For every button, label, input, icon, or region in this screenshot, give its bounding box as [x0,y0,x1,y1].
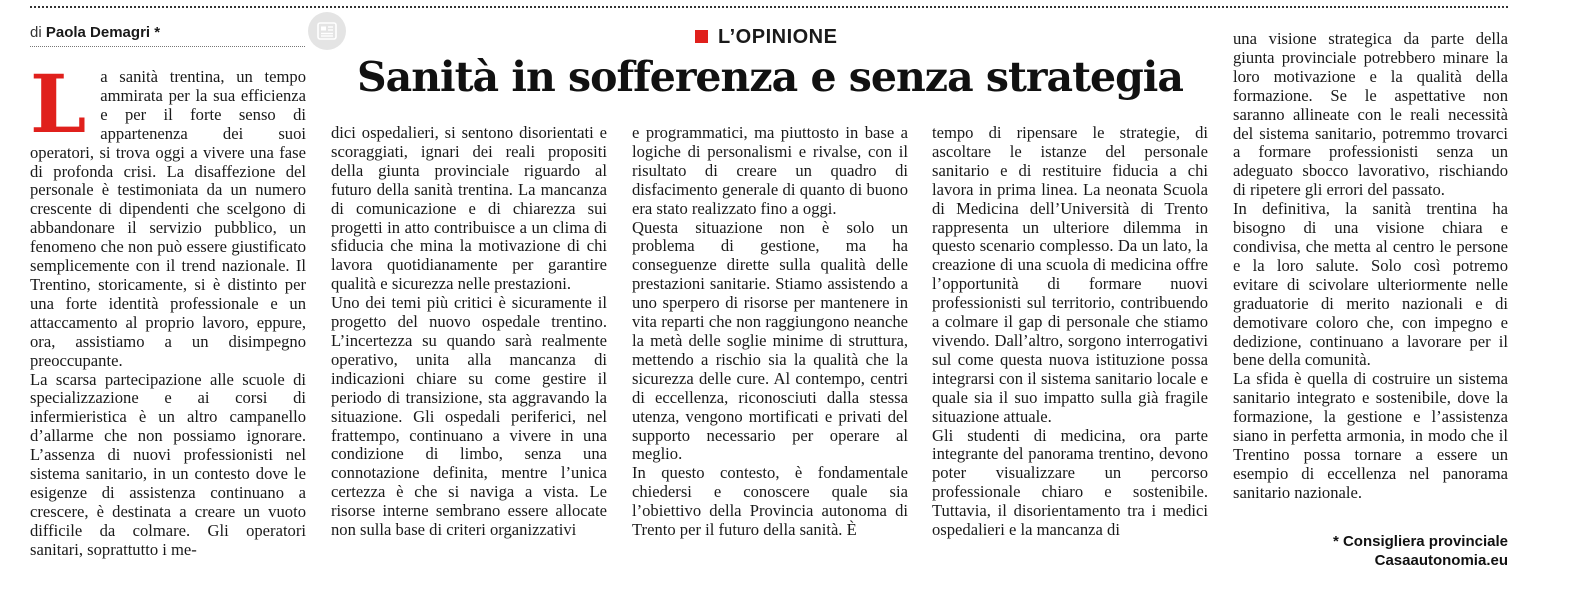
kicker-label: L’OPINIONE [718,26,838,48]
byline-author: Paola Demagri * [45,24,161,41]
column-3-text [632,124,908,540]
paragraph: In questo contesto, è fondamentale chiedersi e conoscere quale sia l’obiettivo della Provincia autonoma di Trento per il futuro della sanità. È [632,463,908,540]
signature-site: Casaautonomia.eu [1374,552,1508,569]
article-column-3 [632,124,908,574]
paragraph: dici ospedalieri, si sentono disorientati e scoraggiati, ignari dei reali propositi della giunta provinciale riguardo al futuro della sanità trentina. La mancanza di comunicazione e di chiarezza sui progetti in atto contribuisce a un clima di sfiducia che mina la motivazione di chi lavora quotidianamente per garantire qualità e sicurezza nelle prestazioni. [331,124,607,294]
column-4-text [932,124,1208,540]
article-column-5 [1233,30,1508,540]
signature-role: * Consigliera provinciale [1332,533,1508,550]
article-column-2 [331,124,607,574]
author-signature [1333,532,1508,570]
paragraph: a sanità trentina, un tempo ammirata per la sua efficienza e per il forte senso di appartenenza dei suoi operatori, si trova oggi a vivere una fase di profonda crisi. La disaffezione del personale è testimoniata da un numero crescente di dipendenti che scelgono di abbandonare il servizio pubblico, un fenomeno che non può essere giustificato semplicemente con il trend nazionale. Il Trentino, storicamente, si è distinto per una forte identità professionale e un attaccamento al proprio lavoro, eppure, ora, assistiamo a un disimpegno preoccupante. [30,68,306,370]
byline-prefix: di [30,24,42,41]
article-icon [308,12,346,50]
article-column-4 [932,124,1208,574]
section-kicker [695,26,837,49]
paragraph: Questa situazione non è solo un problema di gestione, ma ha conseguenze dirette sulla qualità delle prestazioni sanitarie. Stiamo assistendo a uno sperpero di risorse per mantenere in vita reparti che non raggiungono neanche la metà delle soglie minime di struttura, mettendo a rischio sia la qualità che la sicurezza delle cure. Al contempo, centri di eccellenza, riconosciuti dalla stessa utenza, vengono mortificati e privati del supporto necessario per operare al meglio. [632,217,908,464]
top-dotted-rule [30,6,1508,8]
paragraph: La sfida è quella di costruire un sistema sanitario integrato e sostenibile, dove la formazione, la gestione e l’assistenza siano in perfetta armonia, in modo che il Trentino possa tornare a essere un esempio di eccellenza nel panorama sanitario nazionale. [1233,369,1508,502]
headline: Sanità in sofferenza e senza strategia [357,53,1183,101]
paragraph: una visione strategica da parte della giunta provinciale potrebbero minare la loro motivazione e la qualità della formazione. Se le aspettative non saranno allineate con le reali necessità del sistema sanitario, potremmo trovarci a formare professionisti senza un adeguato sbocco lavorativo, rischiando di ripetere gli errori del passato. [1233,30,1508,200]
paragraph: Uno dei temi più critici è sicuramente il progetto del nuovo ospedale trentino. L’incertezza su quando sarà realmente operativo, unita alla mancanza di indicazioni chiare su come gestire il periodo di transizione, sta aggravando la situazione. Gli ospedali periferici, nel frattempo, continuano a vivere in una condizione di limbo, senza una connotazione definita, mentre l’unica certezza è che si naviga a vista. Le risorse interne sembrano essere allocate non sulla base di criteri organizzativi [331,293,607,540]
paragraph: La scarsa partecipazione alle scuole di specializzazione e ai corsi di infermieristica è un altro campanello d’allarme che non possiamo ignorare. L’assenza di nuovi professionisti nel sistema sanitario, in un contesto dove le esigenze di assistenza continuano a crescere, è destinata a creare un vuoto difficile da colmare. Gli operatori sanitari, soprattutto i me- [30,369,306,559]
drop-cap: L [30,68,87,151]
paragraph: tempo di ripensare le strategie, di ascoltare le istanze del personale sanitario e di restituire fiducia a chi lavora in prima linea. La neonata Scuola di Medicina dell’Università di Trento rappresenta un ulteriore dilemma in questo scenario complesso. Da un lato, la creazione di una scuola di medicina offre l’opportunità di formare nuovi professionisti sul territorio, contribuendo a colmare il gap di personale che stiamo vivendo. Dall’altro, sorgono interrogativi sul come questa nuova istituzione possa integrarsi con il sistema sanitario locale e quale sia il suo impatto sulla già fragile situazione attuale. [932,124,1208,426]
column-5-text [1233,30,1508,503]
paragraph: e programmatici, ma piuttosto in base a logiche di personalismi e rivalse, con il risultato di creare un quadro di disfacimento generale di quanto di buono era stato realizzato fino a oggi. [632,124,908,218]
kicker-square-icon [695,30,708,43]
paragraph: Gli studenti di medicina, ora parte integrante del panorama trentino, devono poter visualizzare un percorso professionale chiaro e sostenibile. Tuttavia, il disorientamento tra i medici ospedalieri e la mancanza di [932,425,1208,540]
byline [30,24,305,47]
paragraph: In definitiva, la sanità trentina ha bisogno di una visione chiara e condivisa, che metta al centro le persone e la loro salute. Solo così potremo evitare di scivolare ulteriormente nelle graduatorie di merito nazionali e di demotivare coloro che, con impegno e dedizione, continuano a lavorare per il bene della comunità. [1233,199,1508,370]
column-2-text [331,124,607,540]
article-column-1 [30,68,306,574]
